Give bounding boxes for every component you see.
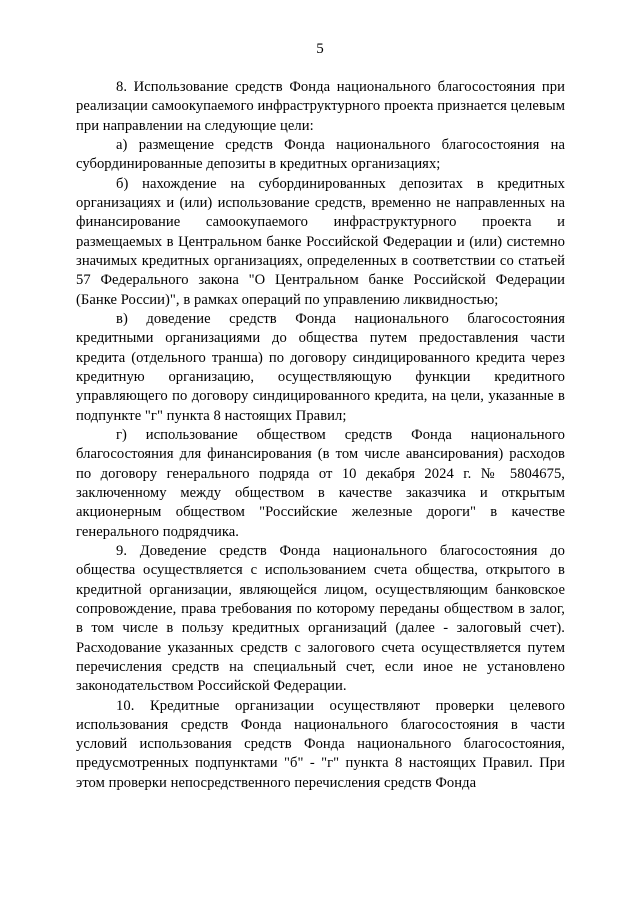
- paragraph-8: 8. Использование средств Фонда национального благосостояния при реализации самоокупаемого инфраструктурного проекта признается целевым при направлении на следующие цели:: [76, 79, 565, 134]
- paragraph-10: 10. Кредитные организации осуществляют проверки целевого использования средств Фонда национального благосостояния в части условий использования средств Фонда национального благосостояния, предусмотренных подпунктами "б" - "г" пункта 8 настоящих Правил. При этом проверки непосредственного перечисления средств Фонда: [76, 697, 565, 791]
- paragraph-8-g: г) использование обществом средств Фонда национального благосостояния для финансирования (в том числе авансирования) расходов по договору генерального подряда от 10 декабря 2024 г. № 5804675, заключенному между обществом в качестве заказчика и открытым акционерным обществом "Российские железные дороги" в качестве генерального подрядчика.: [76, 426, 565, 540]
- paragraph-8-b: б) нахождение на субординированных депозитах в кредитных организациях и (или) использование средств, временно не направленных на финансирование самоокупаемого инфраструктурного проекта и размещаемых в Центральном банке Российской Федерации и (или) системно значимых кредитных организациях, определенных в соответствии со статьей 57 Федерального закона "О Центральном банке Российской Федерации (Банке России)", в рамках операций по управлению ликвидностью;: [76, 175, 565, 308]
- paragraph-8-a: а) размещение средств Фонда национального благосостояния на субординированные депозиты в кредитных организациях;: [76, 136, 565, 173]
- document-body: [76, 78, 565, 793]
- page-number: 5: [316, 41, 324, 57]
- paragraph-8-v: в) доведение средств Фонда национального благосостояния кредитными организациями до общества путем предоставления части кредита (отдельного транша) по договору синдицированного кредита через кредитную организацию, осуществляющую функции кредитного управляющего по договору синдицированного кредита, на цели, указанные в подпункте "г" пункта 8 настоящих Правил;: [76, 310, 565, 424]
- paragraph-9: 9. Доведение средств Фонда национального благосостояния до общества осуществляется с использованием счета общества, открытого в кредитной организации, являющейся лицом, осуществляющим банковское сопровождение, права требования по которому переданы обществом в залог, в том числе в пользу кредитных организаций (далее - залоговый счет). Расходование указанных средств с залогового счета осуществляется путем перечисления средств на специальный счет, если иное не установлено законодательством Российской Федерации.: [76, 542, 565, 695]
